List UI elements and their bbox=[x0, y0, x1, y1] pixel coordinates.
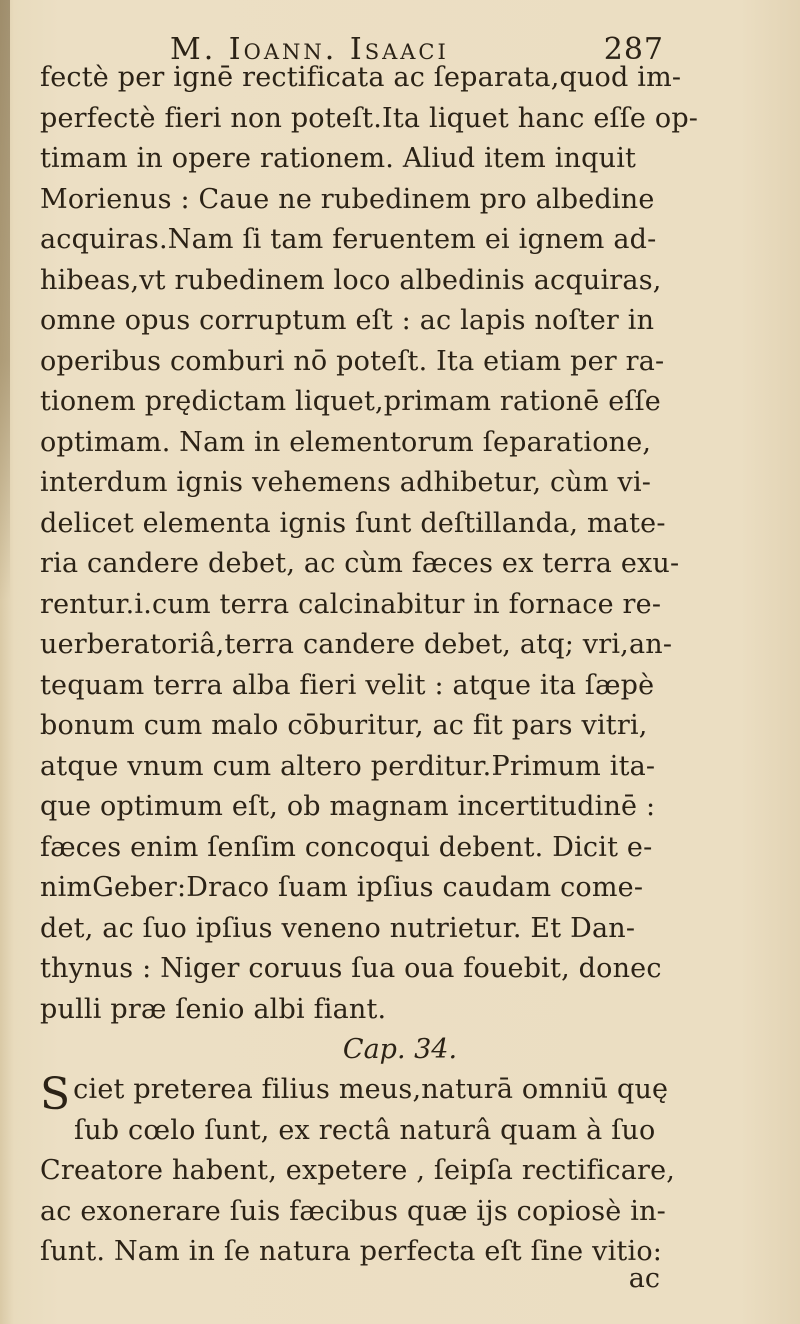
chapter-paragraph bbox=[40, 1070, 760, 1273]
text-line: tionem prędictam liquet,primam rationē eſſe bbox=[40, 386, 661, 417]
drop-cap: S bbox=[40, 1069, 71, 1120]
text-line: delicet elementa ignis ſunt deſtillanda, mate- bbox=[40, 507, 666, 539]
catchword: ac bbox=[628, 1263, 660, 1294]
text-line: uerberatoriâ,terra candere debet, atq; vri,an- bbox=[40, 629, 673, 660]
text-line: ſunt. Nam in ſe natura perfecta eſt ſine vitio: bbox=[40, 1236, 663, 1267]
page-number: 287 bbox=[603, 32, 664, 67]
text-line: rentur.i.cum terra calcinabitur in fornace re- bbox=[40, 588, 662, 620]
text-line: ac exonerare ſuis fæcibus quæ ijs copiosè in- bbox=[40, 1195, 666, 1227]
text-line: tequam terra alba fieri velit : atque ita ſæpè bbox=[40, 669, 655, 701]
chapter-heading: Cap. 34. bbox=[342, 1034, 458, 1065]
text-line: timam in opere rationem. Aliud item inquit bbox=[40, 143, 637, 174]
text-line: ſub cœlo ſunt, ex rectâ naturâ quam à ſuo bbox=[74, 1114, 656, 1146]
text-line: hibeas,vt rubedinem loco albedinis acquiras, bbox=[40, 264, 662, 296]
text-line: ria candere debet, ac cùm fæces ex terra exu- bbox=[40, 548, 680, 579]
text-line: operibus comburi nō poteſt. Ita etiam per ra- bbox=[40, 345, 665, 377]
text-line: pulli præ ſenio albi fiant. bbox=[40, 993, 387, 1025]
text-line: thynus : Niger coruus ſua oua fouebit, donec bbox=[40, 953, 662, 984]
text-line: ciet preterea filius meus,naturā omniū quę bbox=[73, 1074, 669, 1105]
body-text bbox=[40, 58, 760, 1273]
text-line: fæces enim ſenſim concoqui debent. Dicit e- bbox=[40, 831, 653, 863]
text-line: nimGeber:Draco ſuam ipſius caudam come- bbox=[40, 872, 644, 903]
running-head: M. Ioann. Isaaci bbox=[170, 32, 449, 67]
text-line: Creatore habent, expetere , ſeipſa rectificare, bbox=[40, 1155, 676, 1186]
text-line: interdum ignis vehemens adhibetur, cùm vi- bbox=[40, 467, 652, 498]
text-line: atque vnum cum altero perditur.Primum ita- bbox=[40, 750, 656, 782]
text-line: bonum cum malo cōburitur, ac fit pars vitri, bbox=[40, 710, 648, 741]
text-line: omne opus corruptum eſt : ac lapis noſter in bbox=[40, 305, 655, 336]
text-line: que optimum eſt, ob magnam incertitudinē : bbox=[40, 791, 656, 822]
text-line: perfectè fieri non poteſt.Ita liquet hanc eſſe op- bbox=[40, 102, 699, 134]
binding-edge bbox=[0, 0, 10, 600]
text-line: fectè per ignē rectificata ac ſeparata,quod im- bbox=[40, 62, 682, 93]
text-line: det, ac ſuo ipſius veneno nutrietur. Et Dan- bbox=[40, 912, 636, 944]
text-line: optimam. Nam in elementorum ſeparatione, bbox=[40, 426, 652, 458]
text-line: Morienus : Caue ne rubedinem pro albedine bbox=[40, 183, 655, 215]
text-line: acquiras.Nam ſi tam feruentem ei ignem ad- bbox=[40, 224, 657, 255]
